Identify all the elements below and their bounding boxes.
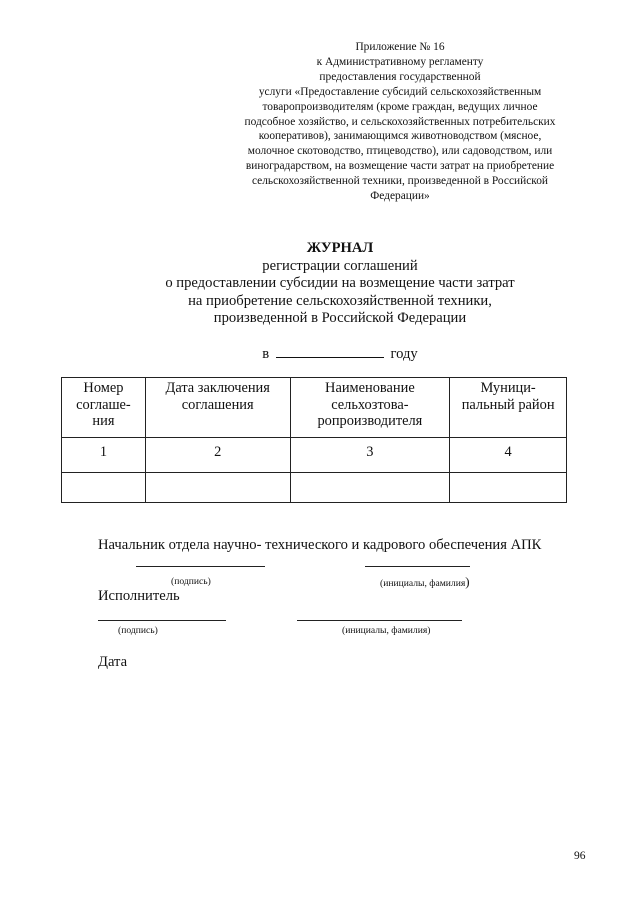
table-header-row	[62, 378, 567, 438]
chief-signature-caption: (подпись)	[171, 576, 211, 587]
chief-initials-caption	[380, 574, 470, 590]
table-row	[62, 473, 567, 503]
date-label: Дата	[98, 654, 128, 670]
chief-signature-line[interactable]	[136, 566, 265, 567]
journal-subtitle-line: на приобретение сельскохозяйственной техники,	[188, 292, 492, 309]
chief-title: Начальник отдела научно- технического и кадрового обеспечения АПК	[98, 537, 542, 553]
column-header-producer-name: Наименование сельхозтова- ропроизводителя	[290, 378, 450, 438]
year-blank-field[interactable]	[276, 344, 384, 358]
journal-subtitle-line: о предоставлении субсидии на возмещение части затрат	[165, 275, 515, 292]
table-number-row	[62, 438, 567, 473]
table-cell[interactable]	[145, 473, 290, 503]
appendix-line: молочное скотоводство, птицеводство), или садоводством, или	[247, 145, 553, 158]
column-header-agreement-number: Номер соглаше- ния	[62, 378, 146, 438]
chief-initials-line[interactable]	[365, 566, 470, 567]
appendix-line: виноградарством, на возмещение части затрат на приобретение	[245, 160, 555, 173]
appendix-line: услуги «Предоставление субсидий сельскохозяйственным	[258, 85, 542, 98]
year-line	[200, 344, 480, 363]
column-number: 2	[145, 438, 290, 473]
initials-caption-paren: )	[465, 574, 470, 589]
column-number: 4	[450, 438, 567, 473]
appendix-line: товаропроизводителям (кроме граждан, ведущих личное	[262, 100, 538, 113]
year-prefix: в	[262, 346, 270, 362]
executor-initials-caption: (инициалы, фамилия)	[342, 625, 431, 636]
executor-signature-caption: (подпись)	[118, 625, 158, 636]
appendix-line: Приложение № 16	[355, 41, 445, 53]
table-cell[interactable]	[62, 473, 146, 503]
appendix-line: подсобное хозяйство, и сельскохозяйственных потребительских	[244, 115, 556, 128]
page-number: 96	[574, 850, 586, 862]
appendix-line: предоставления государственной	[319, 70, 481, 83]
appendix-line: к Административному регламенту	[316, 55, 484, 68]
appendix-line: Федерации»	[370, 190, 430, 203]
appendix-block	[200, 40, 600, 204]
executor-signature-line[interactable]	[98, 620, 226, 621]
executor-label: Исполнитель	[98, 588, 180, 604]
column-header-district: Муници- пальный район	[450, 378, 567, 438]
column-number: 1	[62, 438, 146, 473]
journal-title-block	[100, 240, 580, 328]
table-cell[interactable]	[290, 473, 450, 503]
executor-initials-line[interactable]	[297, 620, 462, 621]
column-number: 3	[290, 438, 450, 473]
registration-table	[61, 377, 567, 503]
table-cell[interactable]	[450, 473, 567, 503]
journal-subtitle-line: регистрации соглашений	[262, 257, 418, 274]
appendix-line: сельскохозяйственной техники, произведенной в Российской	[251, 175, 548, 188]
journal-heading: ЖУРНАЛ	[306, 240, 374, 256]
year-suffix: году	[390, 346, 418, 362]
column-header-agreement-date: Дата заключения соглашения	[145, 378, 290, 438]
initials-caption-text: (инициалы, фамилия	[380, 578, 466, 589]
appendix-line: кооперативов), занимающимся животноводством (мясное,	[258, 130, 542, 143]
journal-subtitle-line: произведенной в Российской Федерации	[213, 310, 467, 327]
